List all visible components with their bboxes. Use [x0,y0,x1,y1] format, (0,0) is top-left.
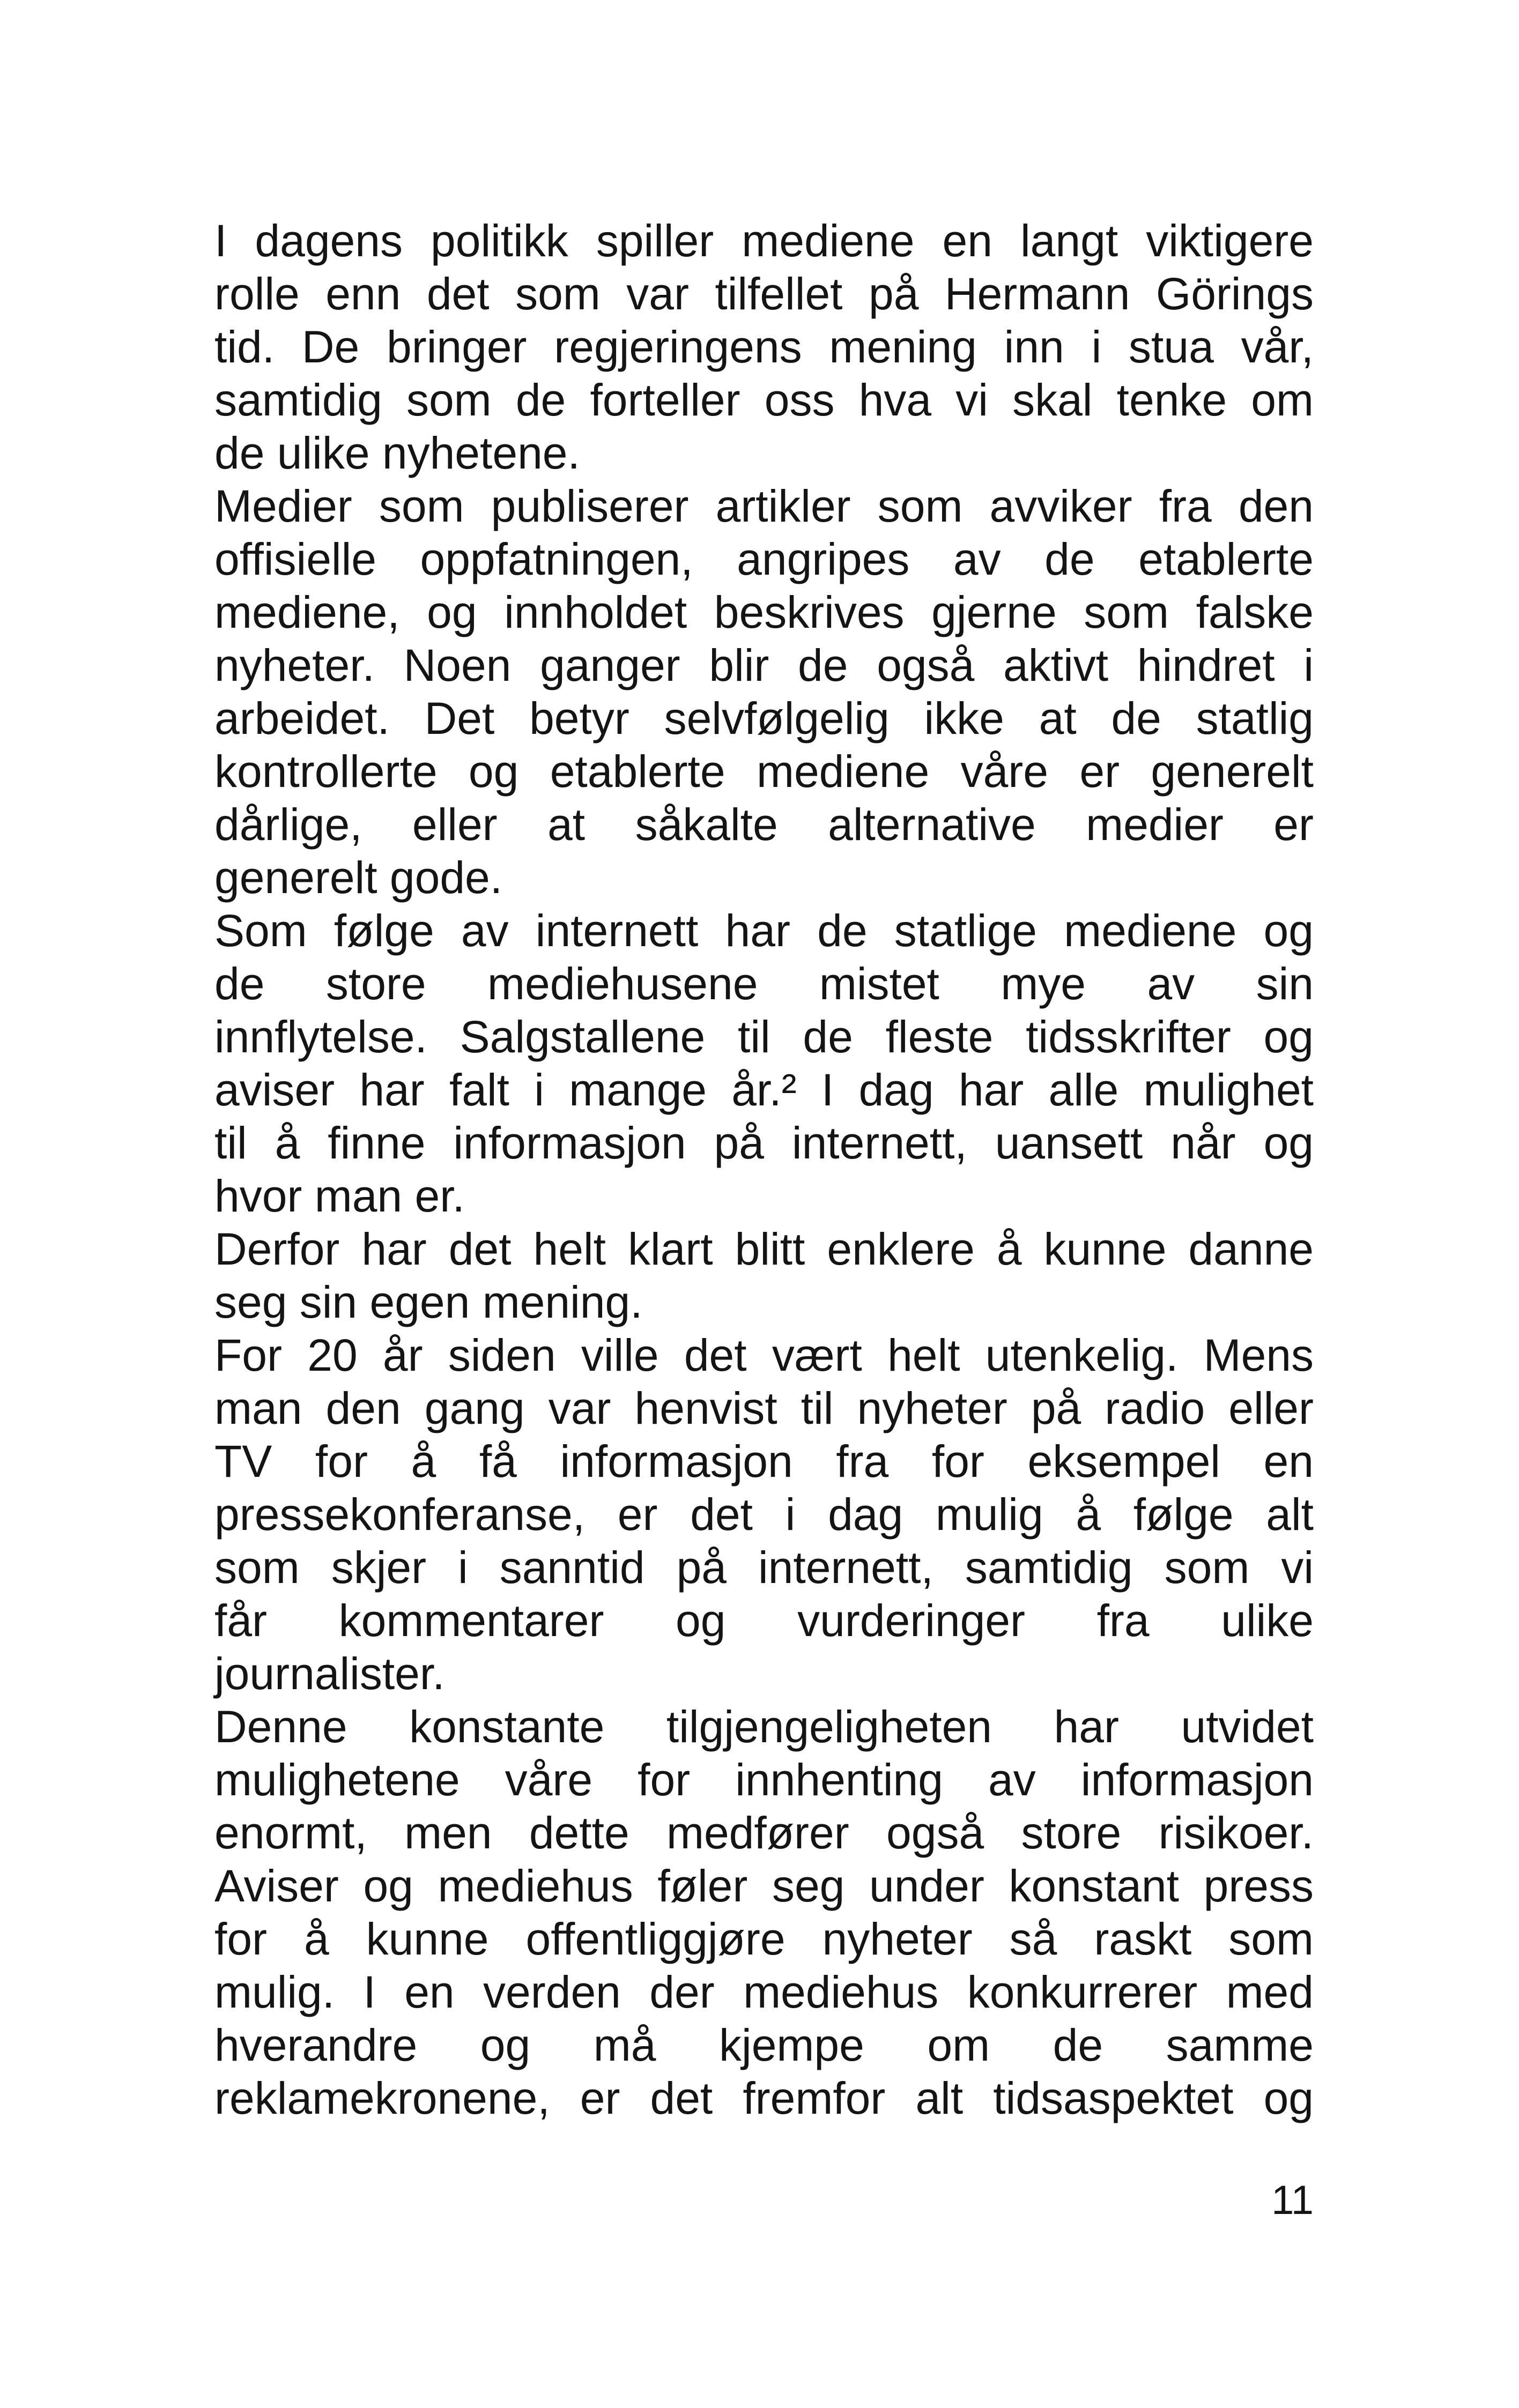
text-line: aviser har falt i mange år.² I dag har alle mulighet [214,1065,1314,1115]
text-line: arbeidet. Det betyr selvfølgelig ikke at de statlig [214,693,1314,744]
text-line: de ulike nyhetene. [214,428,580,478]
text-line: hverandre og må kjempe om de samme [214,2020,1314,2070]
text-line: generelt gode. [214,852,503,903]
text-line: mulig. I en verden der mediehus konkurrerer med [214,1967,1314,2017]
text-line: samtidig som de forteller oss hva vi skal tenke om [214,375,1314,425]
text-line: hvor man er. [214,1171,465,1221]
text-line: man den gang var henvist til nyheter på radio eller [214,1383,1314,1433]
text-line: som skjer i sanntid på internett, samtidig som vi [214,1542,1314,1593]
text-line: Denne konstante tilgjengeligheten har utvidet [214,1701,1314,1752]
text-line: mulighetene våre for innhenting av informasjon [214,1755,1314,1805]
text-line: Aviser og mediehus føler seg under konstant press [214,1861,1314,1911]
text-line: offisielle oppfatningen, angripes av de etablerte [214,534,1314,584]
text-line: enormt, men dette medfører også store risikoer. [214,1808,1314,1858]
text-line: reklamekronene, er det fremfor alt tidsaspektet og [214,2073,1314,2123]
text-line: mediene, og innholdet beskrives gjerne som falske [214,587,1314,637]
text-line: For 20 år siden ville det vært helt utenkelig. Mens [214,1330,1314,1380]
text-line: Som følge av internett har de statlige mediene og [214,905,1314,956]
page-number: 11 [1271,2177,1314,2223]
text-line: Medier som publiserer artikler som avviker fra den [214,481,1314,531]
text-line: kontrollerte og etablerte mediene våre er generelt [214,746,1314,797]
body-text [214,214,1314,2125]
text-line: pressekonferanse, er det i dag mulig å følge alt [214,1489,1314,1540]
text-line: til å finne informasjon på internett, uansett når og [214,1118,1314,1168]
text-line: de store mediehusene mistet mye av sin [214,958,1314,1009]
text-line: seg sin egen mening. [214,1277,643,1327]
text-line: tid. De bringer regjeringens mening inn i stua vår, [214,322,1314,372]
text-line: dårlige, eller at såkalte alternative medier er [214,799,1314,850]
text-line: I dagens politikk spiller mediene en langt viktigere [214,215,1314,266]
text-line: journalister. [214,1648,445,1699]
text-line: TV for å få informasjon fra for eksempel en [214,1436,1314,1487]
text-line: rolle enn det som var tilfellet på Hermann Görings [214,269,1314,319]
text-line: nyheter. Noen ganger blir de også aktivt hindret i [214,640,1314,690]
text-line: for å kunne offentliggjøre nyheter så raskt som [214,1914,1314,1964]
text-line: innflytelse. Salgstallene til de fleste tidsskrifter og [214,1012,1314,1062]
text-line: Derfor har det helt klart blitt enklere å kunne danne [214,1224,1314,1274]
text-line: får kommentarer og vurderinger fra ulike [214,1595,1314,1646]
